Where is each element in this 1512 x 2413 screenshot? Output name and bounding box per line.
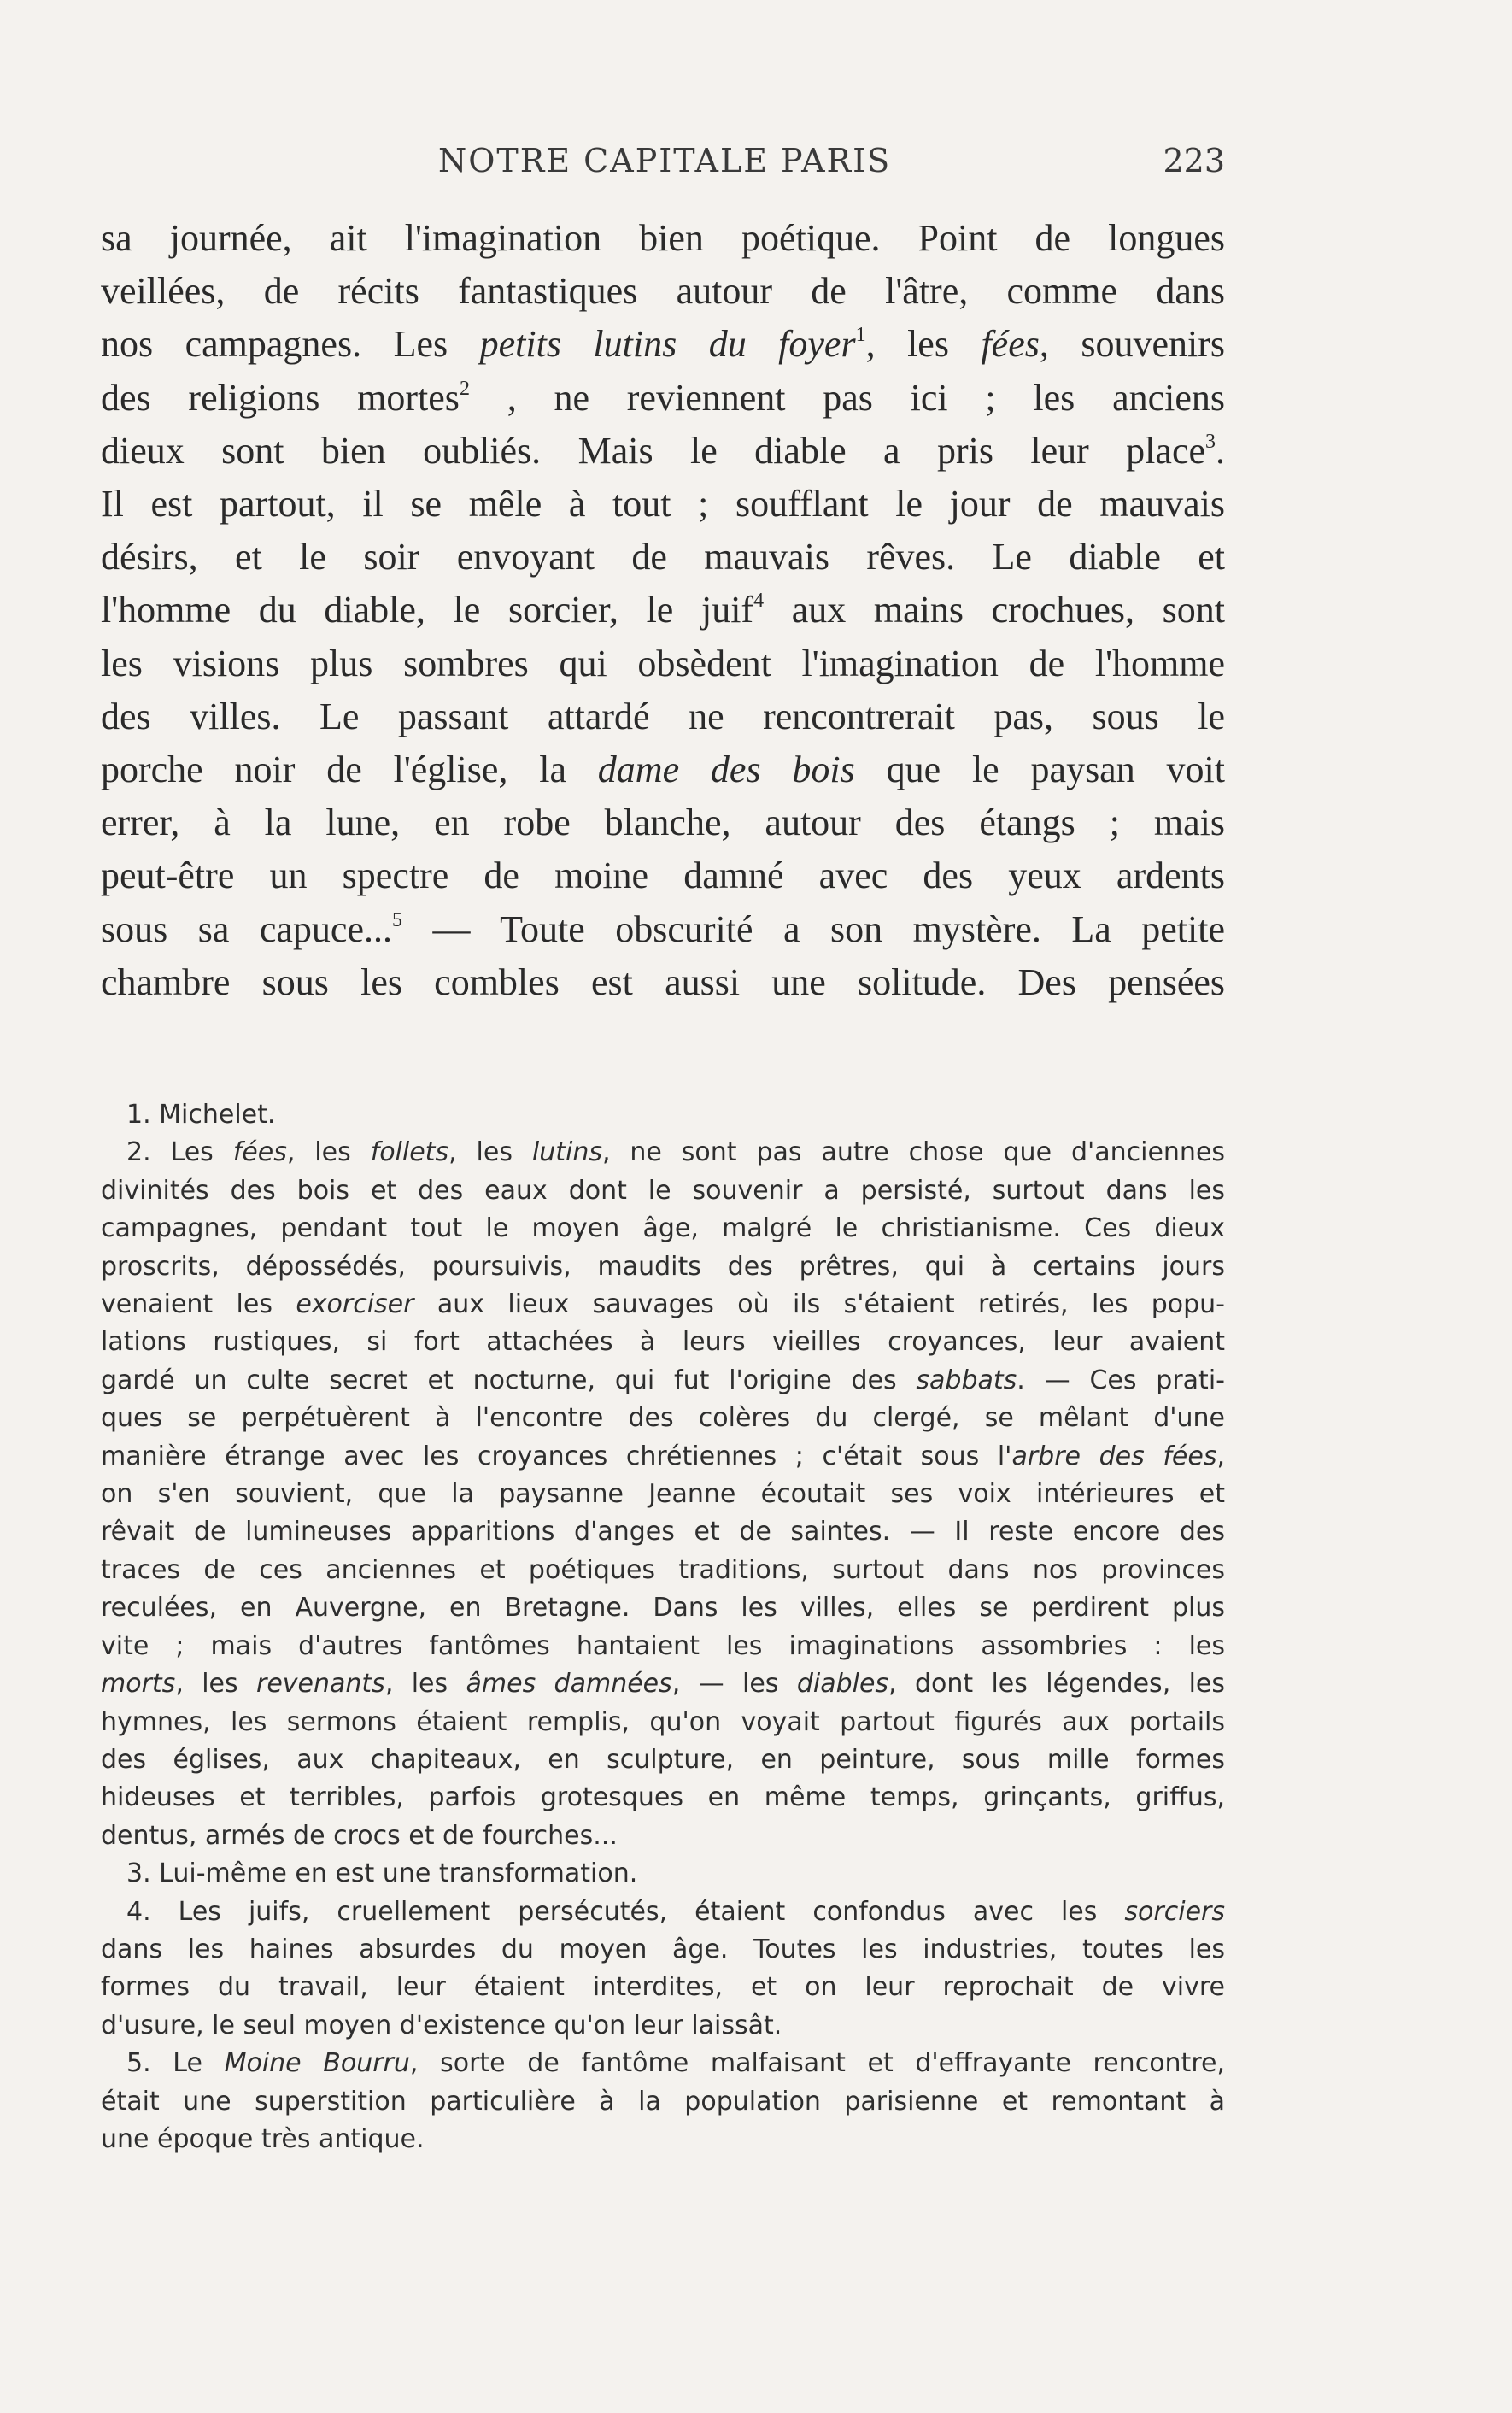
italic-text: dame des bois bbox=[597, 749, 855, 791]
footnote-line: divinités des bois et des eaux dont le souvenir a persisté, surtout dans les bbox=[101, 1175, 1225, 1206]
footnote bbox=[101, 2045, 1225, 2158]
footnote-line: des églises, aux chapiteaux, en sculpture, en peinture, sous mille formes bbox=[101, 1744, 1225, 1775]
footnote-line: 4. Les juifs, cruellement persécutés, étaient confondus avec les sorciers bbox=[126, 1896, 1225, 1927]
italic-text: sabbats bbox=[916, 1365, 1017, 1395]
running-header bbox=[101, 142, 1225, 193]
footnote-line: une époque très antique. bbox=[101, 2123, 425, 2154]
text-line: sa journée, ait l'imagination bien poétique. Point de longues bbox=[101, 217, 1225, 259]
text-line: l'homme du diable, le sorcier, le juif$^4$ aux mains crochues, sont bbox=[101, 589, 1226, 631]
italic-text: diables bbox=[796, 1669, 889, 1700]
footnote-line: on s'en souvient, que la paysanne Jeanne écoutait ses voix intérieures et bbox=[101, 1479, 1225, 1510]
italic-text: petits lutins du foyer bbox=[479, 323, 856, 366]
footnote bbox=[101, 1134, 1225, 1855]
footnote-line: ques se perpétuèrent à l'encontre des colères du clergé, se mêlant d'une bbox=[101, 1403, 1225, 1434]
text-line: veillées, de récits fantastiques autour de l'âtre, comme dans bbox=[101, 270, 1225, 313]
italic-text: exorciser bbox=[296, 1289, 414, 1320]
text-line: chambre sous les combles est aussi une solitude. Des pensées bbox=[101, 960, 1225, 1003]
footnote-line: vite ; mais d'autres fantômes hantaient les imaginations assombries : les bbox=[101, 1630, 1225, 1661]
footnote-line: 3. Lui-même en est une transformation. bbox=[126, 1858, 638, 1889]
running-title: NOTRE CAPITALE PARIS bbox=[438, 142, 892, 179]
footnotes bbox=[101, 1096, 1225, 2158]
text-line: errer, à la lune, en robe blanche, autour des étangs ; mais bbox=[101, 801, 1225, 844]
footnote-reference: 3 bbox=[1205, 430, 1216, 453]
footnote-line: 5. Le Moine Bourru, sorte de fantôme malfaisant et d'effrayante rencontre, bbox=[126, 2048, 1225, 2079]
italic-text: revenants bbox=[256, 1669, 385, 1700]
footnote-line: formes du travail, leur étaient interdites, et on leur reprochait de vivre bbox=[101, 1972, 1225, 2003]
text-line: peut-être un spectre de moine damné avec des yeux ardents bbox=[101, 854, 1225, 897]
body-text bbox=[101, 212, 1225, 1009]
footnote bbox=[101, 1096, 1225, 1134]
footnote-line: 1. Michelet. bbox=[126, 1100, 276, 1130]
text-line: dieux sont bien oubliés. Mais le diable a pris leur place$^3$. bbox=[101, 429, 1225, 472]
text-line: Il est partout, il se mêle à tout ; soufflant le jour de mauvais bbox=[101, 483, 1225, 525]
text-line: sous sa capuce...$^5$ — Toute obscurité a son mystère. La petite bbox=[101, 907, 1226, 950]
page-number: 223 bbox=[1163, 142, 1225, 179]
footnote-line: lations rustiques, si fort attachées à leurs vieilles croyances, leur avaient bbox=[101, 1327, 1225, 1358]
footnote-line: reculées, en Auvergne, en Bretagne. Dans les villes, elles se perdirent plus bbox=[101, 1593, 1225, 1623]
footnote-line: campagnes, pendant tout le moyen âge, malgré le christianisme. Ces dieux bbox=[101, 1213, 1225, 1244]
footnote-line: hymnes, les sermons étaient remplis, qu'on voyait partout figurés aux portails bbox=[101, 1706, 1225, 1737]
text-line: nos campagnes. Les petits lutins du foyer$^1$, les fées, souvenirs bbox=[101, 323, 1225, 366]
text-line: des villes. Le passant attardé ne rencontrerait pas, sous le bbox=[101, 695, 1225, 737]
footnote-line: dentus, armés de crocs et de fourches... bbox=[101, 1820, 618, 1851]
footnote-line: morts, les revenants, les âmes damnées, — les diables, dont les légendes, les bbox=[101, 1669, 1226, 1700]
footnote-line: 2. Les fées, les follets, les lutins, ne sont pas autre chose que d'anciennes bbox=[126, 1137, 1226, 1168]
text-line: des religions mortes$^2$ , ne reviennent pas ici ; les anciens bbox=[101, 376, 1225, 419]
italic-text: sorciers bbox=[1124, 1896, 1225, 1927]
footnote-reference: 5 bbox=[392, 908, 402, 931]
text-line: désirs, et le soir envoyant de mauvais rêves. Le diable et bbox=[101, 536, 1225, 578]
footnote-line: traces de ces anciennes et poétiques traditions, surtout dans nos provinces bbox=[101, 1554, 1225, 1585]
italic-text: lutins bbox=[531, 1137, 602, 1168]
italic-text: Moine Bourru bbox=[224, 2048, 410, 2079]
italic-text: âmes damnées bbox=[466, 1669, 672, 1700]
italic-text: follets bbox=[370, 1137, 449, 1168]
footnote-reference: 4 bbox=[753, 590, 765, 613]
footnote-line: proscrits, dépossédés, poursuivis, maudits des prêtres, qui à certains jours bbox=[101, 1251, 1225, 1282]
footnote-line: manière étrange avec les croyances chrétiennes ; c'était sous l'arbre des fées, bbox=[101, 1441, 1226, 1471]
italic-text: fées bbox=[232, 1137, 287, 1168]
footnote bbox=[101, 1893, 1225, 2046]
footnote-line: rêvait de lumineuses apparitions d'anges et de saintes. — Il reste encore des bbox=[101, 1517, 1225, 1547]
footnote-line: d'usure, le seul moyen d'existence qu'on leur laissât. bbox=[101, 2010, 782, 2040]
footnote-reference: 2 bbox=[459, 377, 470, 400]
footnote-line: était une superstition particulière à la population parisienne et remontant à bbox=[101, 2086, 1225, 2117]
italic-text: morts bbox=[101, 1669, 176, 1700]
italic-text: arbre des fées bbox=[1011, 1441, 1217, 1471]
footnote-line: hideuses et terribles, parfois grotesques en même temps, grinçants, griffus, bbox=[101, 1782, 1225, 1813]
footnote-line: venaient les exorciser aux lieux sauvages où ils s'étaient retirés, les popu- bbox=[101, 1289, 1225, 1320]
footnote-reference: 1 bbox=[855, 324, 866, 347]
text-line: les visions plus sombres qui obsèdent l'imagination de l'homme bbox=[101, 642, 1225, 684]
footnote-line: dans les haines absurdes du moyen âge. Toutes les industries, toutes les bbox=[101, 1934, 1225, 1964]
footnote-line: gardé un culte secret et nocturne, qui fut l'origine des sabbats. — Ces prati- bbox=[101, 1365, 1225, 1395]
italic-text: fées bbox=[981, 323, 1040, 366]
text-line: porche noir de l'église, la dame des bois que le paysan voit bbox=[101, 749, 1225, 791]
footnote bbox=[101, 1855, 1225, 1893]
